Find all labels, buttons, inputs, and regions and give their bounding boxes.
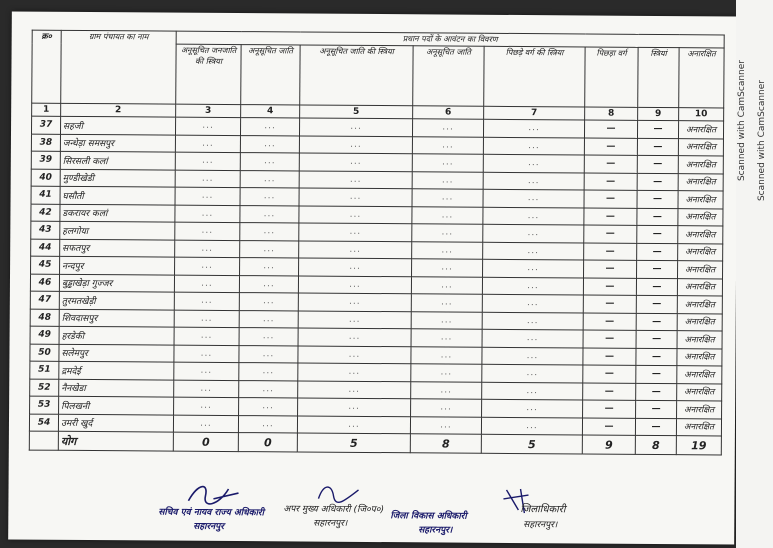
cell-col7: ... — [483, 172, 584, 190]
cell-col8: — — [583, 382, 636, 400]
signature-3-title: जिला विकास अधिकारी — [390, 511, 467, 522]
col-serial-header: क्र० — [32, 30, 62, 103]
cell-col9: — — [637, 120, 678, 138]
cell-col10: अनारक्षित — [678, 156, 723, 174]
cell-col4: ... — [239, 363, 298, 381]
serial-number: 37 — [31, 116, 60, 134]
total-c10: 19 — [676, 436, 721, 455]
cell-col8: — — [584, 120, 637, 138]
cell-col6: ... — [411, 381, 482, 399]
col9-header: स्त्रियां — [638, 47, 679, 107]
cell-col10: अनारक्षित — [678, 138, 723, 156]
cell-col10: अनारक्षित — [678, 121, 723, 139]
cell-col4: ... — [240, 205, 299, 223]
cell-col10: अनारक्षित — [678, 261, 723, 279]
watermark-2: Scanned with CamScanner — [757, 80, 767, 202]
index-cell: 5 — [300, 105, 413, 119]
cell-col10: अनारक्षित — [677, 366, 722, 384]
village-name: नैनखेडा — [59, 379, 174, 397]
cell-col4: ... — [239, 310, 298, 328]
serial-number: 54 — [29, 414, 58, 432]
village-name: डकरायर कलां — [60, 204, 175, 222]
cell-col6: ... — [411, 329, 482, 347]
cell-col8: — — [583, 330, 636, 348]
cell-col3: ... — [174, 380, 239, 398]
cell-col5: ... — [298, 328, 411, 346]
cell-col5: ... — [299, 135, 412, 153]
cell-col10: अनारक्षित — [677, 331, 722, 349]
cell-col8: — — [583, 277, 636, 295]
cell-col3: ... — [175, 257, 240, 275]
signature-4-title: जिलाधिकारी — [520, 504, 566, 516]
village-name: सफतपुर — [60, 239, 175, 257]
index-cell: 6 — [413, 106, 484, 119]
village-name: हलगोया — [60, 221, 175, 239]
cell-col10: अनारक्षित — [677, 401, 722, 419]
cell-col7: ... — [482, 399, 583, 417]
cell-col7: ... — [482, 329, 583, 347]
cell-col7: ... — [482, 364, 583, 382]
cell-col3: ... — [174, 292, 239, 310]
cell-col7: ... — [482, 347, 583, 365]
cell-col8: — — [584, 137, 637, 155]
cell-col7: ... — [483, 242, 584, 260]
cell-col9: — — [636, 330, 677, 348]
cell-col10: अनारक्षित — [676, 418, 721, 436]
serial-number: 39 — [31, 151, 60, 169]
col7-header: पिछड़े वर्ग की स्त्रिया — [484, 46, 585, 107]
index-cell: 8 — [585, 107, 638, 120]
cell-col3: ... — [174, 327, 239, 345]
cell-col7: ... — [482, 312, 583, 330]
total-label: योग — [58, 431, 173, 451]
cell-col4: ... — [240, 188, 299, 206]
cell-col8: — — [584, 172, 637, 190]
index-cell: 7 — [484, 106, 585, 120]
cell-col10: अनारक्षित — [678, 173, 723, 191]
cell-col9: — — [637, 138, 678, 156]
cell-col5: ... — [299, 153, 412, 171]
cell-col3: ... — [175, 187, 240, 205]
col3-header: अनूसूचित जनजाति की स्त्रिया — [176, 44, 241, 104]
cell-col7: ... — [482, 294, 583, 312]
serial-number: 50 — [30, 344, 59, 362]
cell-col3: ... — [175, 205, 240, 223]
col4-header: अनूसूचित जाति — [241, 45, 300, 105]
cell-col8: — — [583, 347, 636, 365]
village-name: सहजी — [60, 116, 175, 134]
cell-col4: ... — [239, 293, 298, 311]
total-c4: 0 — [238, 433, 297, 452]
serial-number: 40 — [31, 169, 60, 187]
cell-col4: ... — [239, 380, 298, 398]
cell-col10: अनारक्षित — [677, 313, 722, 331]
cell-col3: ... — [173, 415, 238, 433]
cell-col4: ... — [240, 170, 299, 188]
serial-number: 46 — [30, 274, 59, 292]
village-name: मुण्डीखेडी — [60, 169, 175, 187]
cell-col8: — — [583, 400, 636, 418]
signature-1-title: सचिव एवं नायव राज्य अधिकारी — [158, 507, 264, 519]
total-c5: 5 — [297, 433, 410, 453]
cell-col4: ... — [239, 328, 298, 346]
index-cell: 9 — [638, 107, 679, 120]
total-c9: 8 — [635, 435, 676, 454]
cell-col4: ... — [240, 135, 299, 153]
serial-number: 51 — [30, 361, 59, 379]
village-name: जन्धेड़ा समसपुर — [60, 134, 175, 152]
index-cell: 1 — [32, 103, 61, 116]
cell-col3: ... — [174, 345, 239, 363]
cell-col7: ... — [483, 137, 584, 155]
cell-col6: ... — [411, 294, 482, 312]
serial-number: 38 — [31, 134, 60, 152]
cell-col3: ... — [175, 152, 240, 170]
cell-col9: — — [637, 243, 678, 261]
village-name: तुरमतखेड़ी — [59, 291, 174, 309]
cell-col7: ... — [483, 207, 584, 225]
cell-col9: — — [636, 348, 677, 366]
serial-number: 45 — [31, 256, 60, 274]
village-name: द्रमदेई — [59, 361, 174, 379]
cell-col3: ... — [174, 275, 239, 293]
cell-col5: ... — [299, 170, 412, 188]
cell-col4: ... — [239, 345, 298, 363]
cell-col6: ... — [411, 399, 482, 417]
serial-number: 41 — [31, 186, 60, 204]
cell-col7: ... — [483, 154, 584, 172]
cell-col6: ... — [411, 276, 482, 294]
cell-col5: ... — [298, 275, 411, 293]
cell-col8: — — [583, 365, 636, 383]
cell-col8: — — [583, 295, 636, 313]
col6-header: अनूसूचित जाति — [413, 46, 484, 106]
index-cell: 4 — [241, 105, 300, 118]
serial-number: 52 — [30, 379, 59, 397]
cell-col3: ... — [174, 397, 239, 415]
index-cell: 10 — [679, 108, 724, 121]
cell-col8: — — [584, 207, 637, 225]
cell-col9: — — [637, 260, 678, 278]
serial-number: 42 — [31, 204, 60, 222]
cell-col4: ... — [240, 258, 299, 276]
signature-2-place: सहारनपुर। — [313, 518, 348, 529]
cell-col6: ... — [412, 259, 483, 277]
village-name: घसौती — [60, 186, 175, 204]
serial-number: 44 — [31, 239, 60, 257]
cell-col9: — — [637, 208, 678, 226]
cell-col5: ... — [298, 380, 411, 398]
cell-col5: ... — [299, 205, 412, 223]
cell-col10: अनारक्षित — [678, 208, 723, 226]
index-cell: 3 — [176, 104, 241, 117]
cell-col9: — — [636, 295, 677, 313]
total-c6: 8 — [410, 434, 481, 453]
cell-col5: ... — [297, 415, 410, 433]
cell-col10: अनारक्षित — [677, 383, 722, 401]
cell-col4: ... — [240, 118, 299, 136]
cell-col6: ... — [412, 206, 483, 224]
cell-col5: ... — [298, 293, 411, 311]
serial-number: 43 — [31, 221, 60, 239]
cell-col9: — — [636, 313, 677, 331]
cell-col10: अनारक्षित — [678, 243, 723, 261]
signature-2-title: अपर मुख्य अधिकारी (जि०प०) — [283, 504, 385, 516]
cell-col9: — — [636, 400, 677, 418]
serial-number: 48 — [30, 309, 59, 327]
village-name: बुड्ढाखेड़ा गुज्जर — [59, 274, 174, 292]
cell-col6: ... — [412, 171, 483, 189]
document-page — [8, 11, 738, 544]
cell-col6: ... — [411, 311, 482, 329]
cell-col9: — — [637, 225, 678, 243]
signature-1-place: सहारनपुर — [193, 521, 224, 532]
index-cell: 2 — [61, 103, 176, 117]
cell-col6: ... — [412, 241, 483, 259]
cell-col6: ... — [411, 364, 482, 382]
cell-col9: — — [637, 173, 678, 191]
cell-col7: ... — [483, 119, 584, 137]
village-name: सलेमपुर — [59, 344, 174, 362]
col5-header: अनूसूचित जाति की स्त्रिया — [300, 45, 413, 106]
total-c8: 9 — [582, 435, 635, 454]
cell-col6: ... — [411, 346, 482, 364]
cell-col5: ... — [299, 188, 412, 206]
cell-col8: — — [584, 190, 637, 208]
cell-col3: ... — [175, 170, 240, 188]
cell-col4: ... — [239, 275, 298, 293]
cell-col3: ... — [174, 310, 239, 328]
serial-number: 49 — [30, 326, 59, 344]
village-name: हरडेकी — [59, 326, 174, 344]
cell-col4: ... — [240, 240, 299, 258]
cell-col5: ... — [299, 223, 412, 241]
cell-col3: ... — [174, 362, 239, 380]
cell-col10: अनारक्षित — [677, 278, 722, 296]
group-header: प्रधान पदों के आवंटन का विवरण — [176, 31, 724, 48]
cell-col6: ... — [412, 189, 483, 207]
total-c3: 0 — [173, 432, 238, 451]
serial-number: 53 — [30, 396, 59, 414]
allocation-table — [29, 30, 725, 456]
cell-col4: ... — [238, 415, 297, 433]
cell-col4: ... — [240, 223, 299, 241]
cell-col5: ... — [299, 118, 412, 136]
cell-col8: — — [583, 312, 636, 330]
col10-header: अनारक्षित — [679, 48, 724, 108]
cell-col9: — — [636, 383, 677, 401]
cell-col7: ... — [482, 382, 583, 400]
cell-col8: — — [584, 155, 637, 173]
village-name: उमरी खुर्द — [58, 414, 173, 432]
cell-col8: — — [584, 225, 637, 243]
cell-col3: ... — [175, 117, 240, 135]
cell-col9: — — [636, 278, 677, 296]
cell-col5: ... — [298, 363, 411, 381]
cell-col7: ... — [483, 224, 584, 242]
cell-col6: ... — [412, 136, 483, 154]
village-name: सिरसली कलां — [60, 151, 175, 169]
cell-col5: ... — [298, 345, 411, 363]
cell-col5: ... — [298, 310, 411, 328]
cell-col5: ... — [299, 258, 412, 276]
watermark-1: Scanned with CamScanner — [737, 60, 747, 182]
cell-col10: अनारक्षित — [678, 226, 723, 244]
cell-col6: ... — [412, 154, 483, 172]
cell-col3: ... — [175, 240, 240, 258]
village-name: पिलखनी — [59, 396, 174, 414]
cell-col8: — — [584, 242, 637, 260]
cell-col10: अनारक्षित — [678, 191, 723, 209]
cell-col3: ... — [175, 135, 240, 153]
village-name: नन्दपुर — [60, 256, 175, 274]
cell-col7: ... — [481, 417, 582, 435]
village-name: शिवदासपुर — [59, 309, 174, 327]
signature-3-place: सहारनपुर। — [418, 525, 453, 536]
col-name-header: ग्राम पंचायत का नाम — [61, 30, 177, 104]
cell-col9: — — [637, 155, 678, 173]
cell-col6: ... — [412, 119, 483, 137]
cell-col10: अनारक्षित — [677, 296, 722, 314]
cell-col5: ... — [298, 398, 411, 416]
cell-col5: ... — [299, 240, 412, 258]
cell-col7: ... — [482, 277, 583, 295]
cell-col6: ... — [410, 416, 481, 434]
cell-col4: ... — [240, 153, 299, 171]
total-c7: 5 — [481, 434, 582, 454]
total-row — [29, 431, 721, 455]
cell-col7: ... — [483, 259, 584, 277]
cell-col7: ... — [483, 189, 584, 207]
cell-col9: — — [636, 365, 677, 383]
cell-col8: — — [584, 260, 637, 278]
cell-col9: — — [635, 418, 676, 436]
cell-col4: ... — [239, 398, 298, 416]
cell-col8: — — [582, 417, 635, 435]
signature-4-place: सहारनपुर। — [523, 520, 558, 531]
cell-col10: अनारक्षित — [677, 348, 722, 366]
serial-number: 47 — [30, 291, 59, 309]
col8-header: पिछड़ा वर्ग — [585, 47, 638, 107]
cell-col3: ... — [175, 222, 240, 240]
cell-col6: ... — [412, 224, 483, 242]
cell-col9: — — [637, 190, 678, 208]
